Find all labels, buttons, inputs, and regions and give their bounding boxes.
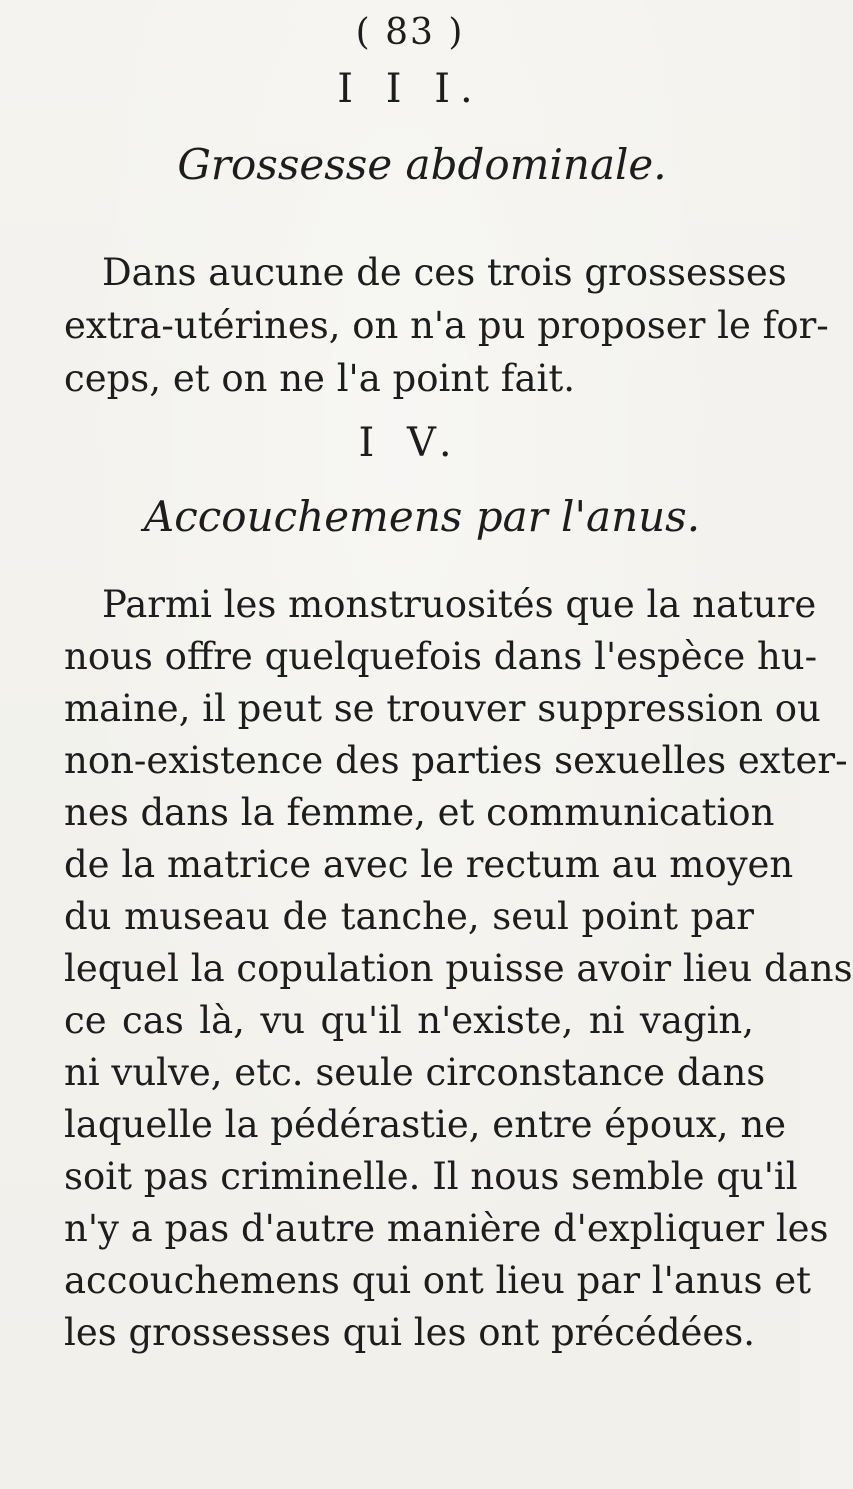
paragraph-line: ceps, et on ne l'a point fait.	[64, 357, 575, 400]
paragraph-line: du museau de tanche, seul point par	[64, 895, 754, 938]
paragraph-line: extra-utérines, on n'a pu proposer le for-	[64, 304, 829, 347]
paragraph-line: maine, il peut se trouver suppression ou	[64, 687, 821, 730]
paragraph-line: les grossesses qui les ont précédées.	[64, 1311, 756, 1354]
paragraph-line: non-existence des parties sexuelles exter-	[64, 739, 848, 782]
paragraph-line: accouchemens qui ont lieu par l'anus et	[64, 1259, 812, 1302]
paragraph-line: Dans aucune de ces trois grossesses	[102, 251, 787, 294]
paragraph-line: nes dans la femme, et communication	[64, 791, 775, 834]
paragraph-line: lequel la copulation puisse avoir lieu dans	[64, 947, 853, 990]
paragraph-line: n'y a pas d'autre manière d'expliquer les	[64, 1207, 829, 1250]
section-numeral-iii: I I I.	[337, 66, 483, 112]
paragraph-line: Parmi les monstruosités que la nature	[102, 583, 817, 626]
paragraph-line: de la matrice avec le rectum au moyen	[64, 843, 794, 886]
section-title-grossesse-abdominale: Grossesse abdominale.	[177, 140, 667, 189]
paragraph-line: ce cas là, vu qu'il n'existe, ni vagin,	[64, 999, 754, 1042]
section-numeral-iv: I V.	[358, 420, 462, 466]
paragraph-line: ni vulve, etc. seule circonstance dans	[64, 1051, 766, 1094]
paragraph-line: soit pas criminelle. Il nous semble qu'il	[64, 1155, 798, 1198]
page-number: ( 83 )	[355, 12, 465, 53]
paragraph-line: laquelle la pédérastie, entre époux, ne	[64, 1103, 787, 1146]
section-title-accouchemens-par-anus: Accouchemens par l'anus.	[143, 492, 701, 541]
paragraph-line: nous offre quelquefois dans l'espèce hu-	[64, 635, 818, 678]
